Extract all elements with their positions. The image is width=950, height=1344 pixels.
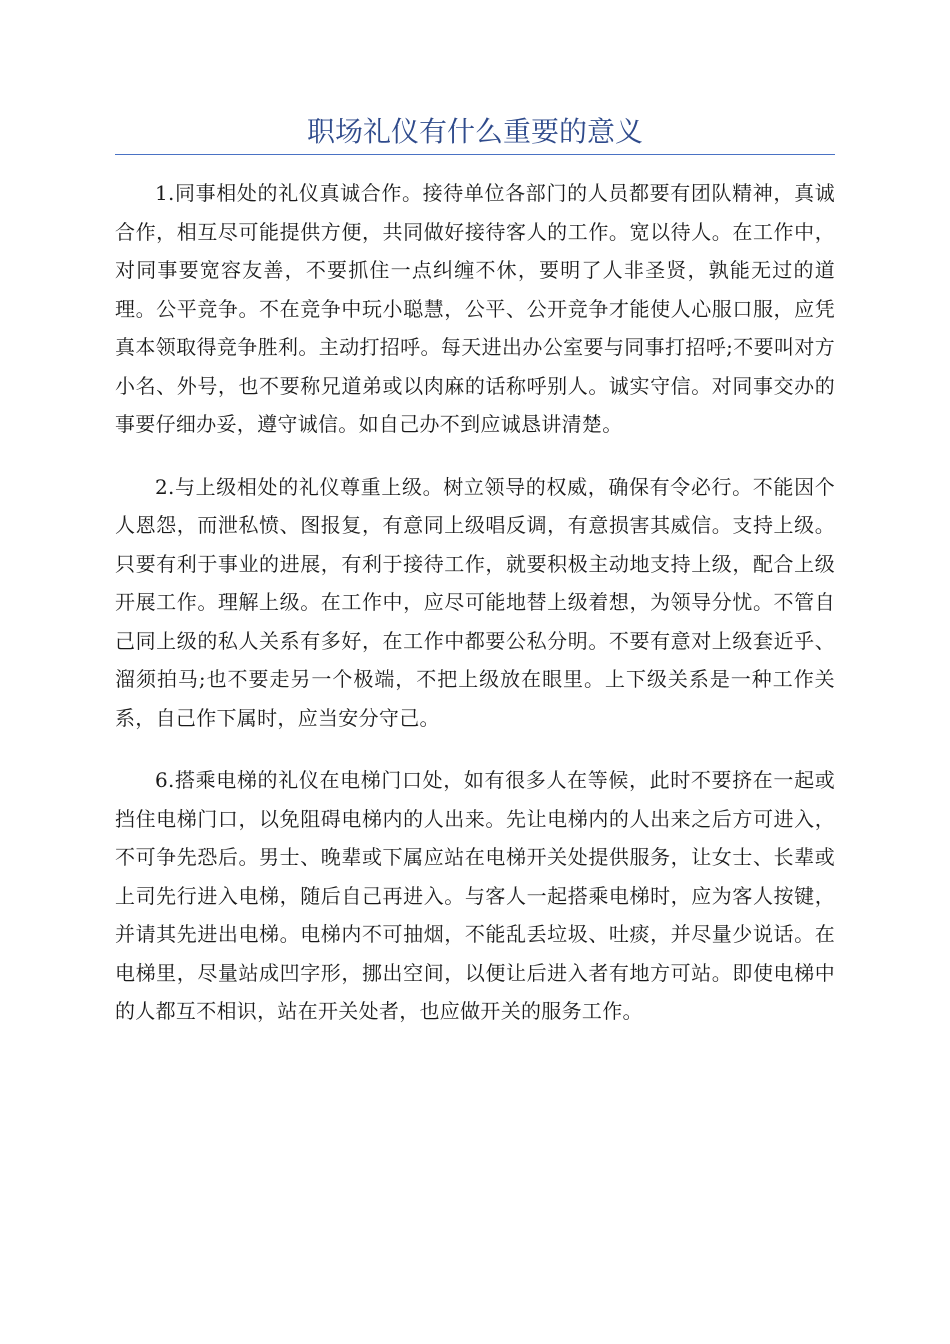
document-body bbox=[115, 174, 835, 1055]
paragraph-superior-etiquette: 2.与上级相处的礼仪尊重上级。树立领导的权威，确保有令必行。不能因个人恩怨，而泄私愤、图报复，有意同上级唱反调，有意损害其威信。支持上级。只要有利于事业的进展，有利于接待工作，就要积极主动地支持上级，配合上级开展工作。理解上级。在工作中，应尽可能地替上级着想，为领导分忧。不管自己同上级的私人关系有多好，在工作中都要公私分明。不要有意对上级套近乎、溜须拍马;也不要走另一个极端，不把上级放在眼里。上下级关系是一种工作关系，自己作下属时，应当安分守己。 bbox=[115, 474, 835, 730]
paragraph-colleague-etiquette: 1.同事相处的礼仪真诚合作。接待单位各部门的人员都要有团队精神，真诚合作，相互尽可能提供方便，共同做好接待客人的工作。宽以待人。在工作中，对同事要宽容友善，不要抓住一点纠缠不休，要明了人非圣贤，孰能无过的道理。公平竞争。不在竞争中玩小聪慧，公平、公开竞争才能使人心服口服，应凭真本领取得竞争胜利。主动打招呼。每天进出办公室要与同事打招呼;不要叫对方小名、外号，也不要称兄道弟或以肉麻的话称呼别人。诚实守信。对同事交办的事要仔细办妥，遵守诚信。如自己办不到应诚恳讲清楚。 bbox=[115, 181, 835, 436]
title-underline bbox=[115, 154, 835, 155]
page-title: 职场礼仪有什么重要的意义 bbox=[306, 115, 643, 148]
title-block bbox=[115, 112, 835, 155]
paragraph-elevator-etiquette: 6.搭乘电梯的礼仪在电梯门口处，如有很多人在等候，此时不要挤在一起或挡住电梯门口，以免阻碍电梯内的人出来。先让电梯内的人出来之后方可进入，不可争先恐后。男士、晚辈或下属应站在电梯开关处提供服务，让女士、长辈或上司先行进入电梯，随后自己再进入。与客人一起搭乘电梯时，应为客人按键，并请其先进出电梯。电梯内不可抽烟，不能乱丢垃圾、吐痰，并尽量少说话。在电梯里，尽量站成凹字形，挪出空间，以便让后进入者有地方可站。即使电梯中的人都互不相识，站在开关处者，也应做开关的服务工作。 bbox=[115, 768, 835, 1023]
